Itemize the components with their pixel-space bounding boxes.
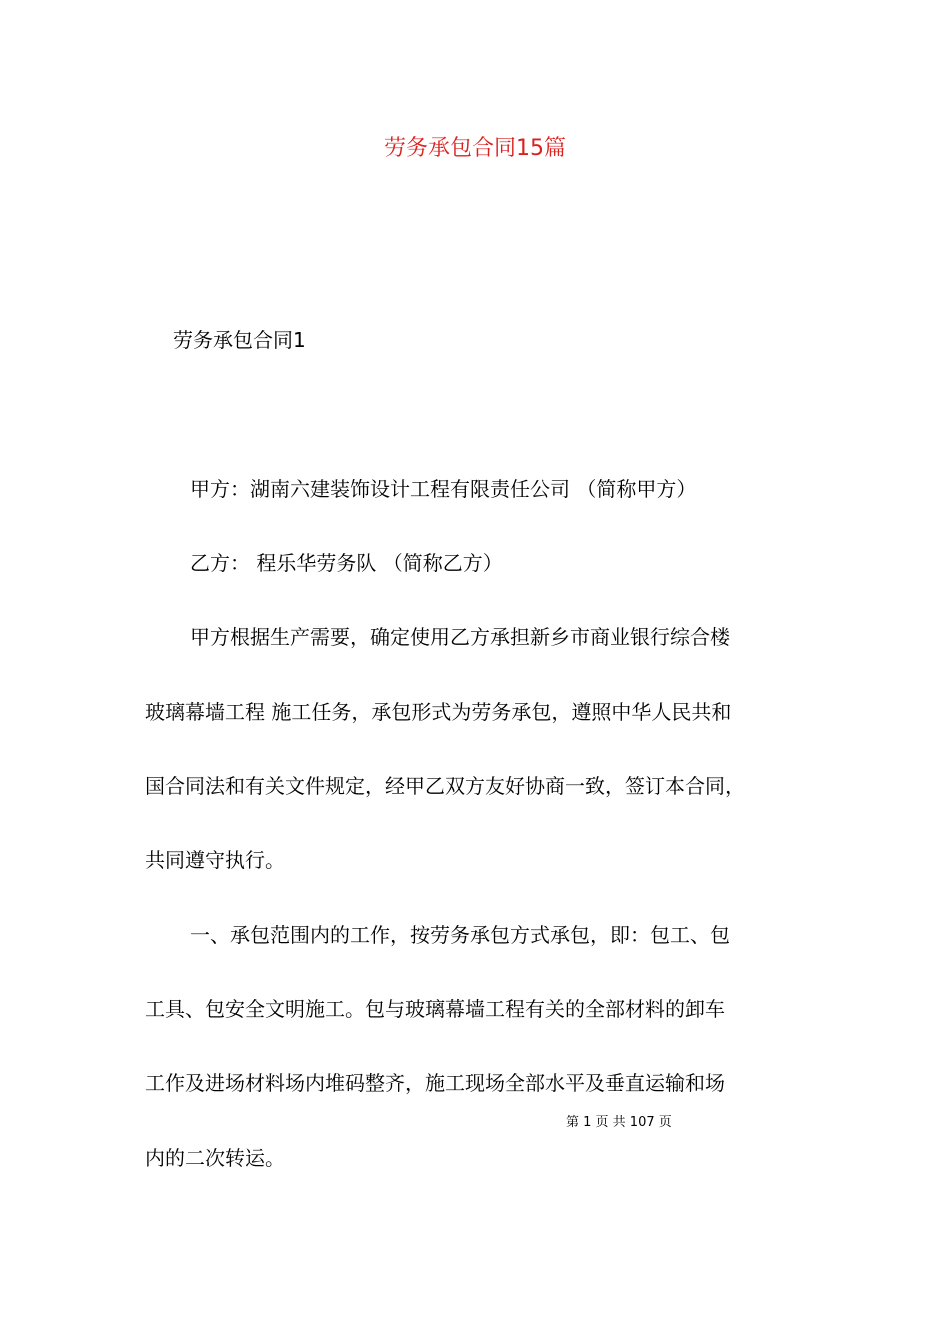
party-b-line: 乙方： 程乐华劳务队 （简称乙方） [190,551,503,575]
paragraph-line: 国合同法和有关文件规定，经甲乙双方友好协商一致，签订本合同， [145,774,745,798]
page-footer: 第 1 页 共 107 页 [566,1115,672,1130]
paragraph-line: 一、承包范围内的工作，按劳务承包方式承包，即：包工、包 [190,923,730,947]
paragraph-line: 共同遵守执行。 [145,848,285,872]
document-title: 劳务承包合同15篇 [384,136,566,161]
paragraph-line: 工具、包安全文明施工。包与玻璃幕墙工程有关的全部材料的卸车 [145,997,725,1021]
paragraph-line: 工作及进场材料场内堆码整齐，施工现场全部水平及垂直运输和场 [145,1071,725,1095]
section-heading: 劳务承包合同1 [173,328,306,352]
paragraph-line: 玻璃幕墙工程 施工任务，承包形式为劳务承包，遵照中华人民共和 [145,700,732,724]
paragraph-line: 甲方根据生产需要，确定使用乙方承担新乡市商业银行综合楼 [190,625,730,649]
party-a-line: 甲方：湖南六建装饰设计工程有限责任公司 （简称甲方） [190,477,697,501]
paragraph-line: 内的二次转运。 [145,1146,285,1170]
